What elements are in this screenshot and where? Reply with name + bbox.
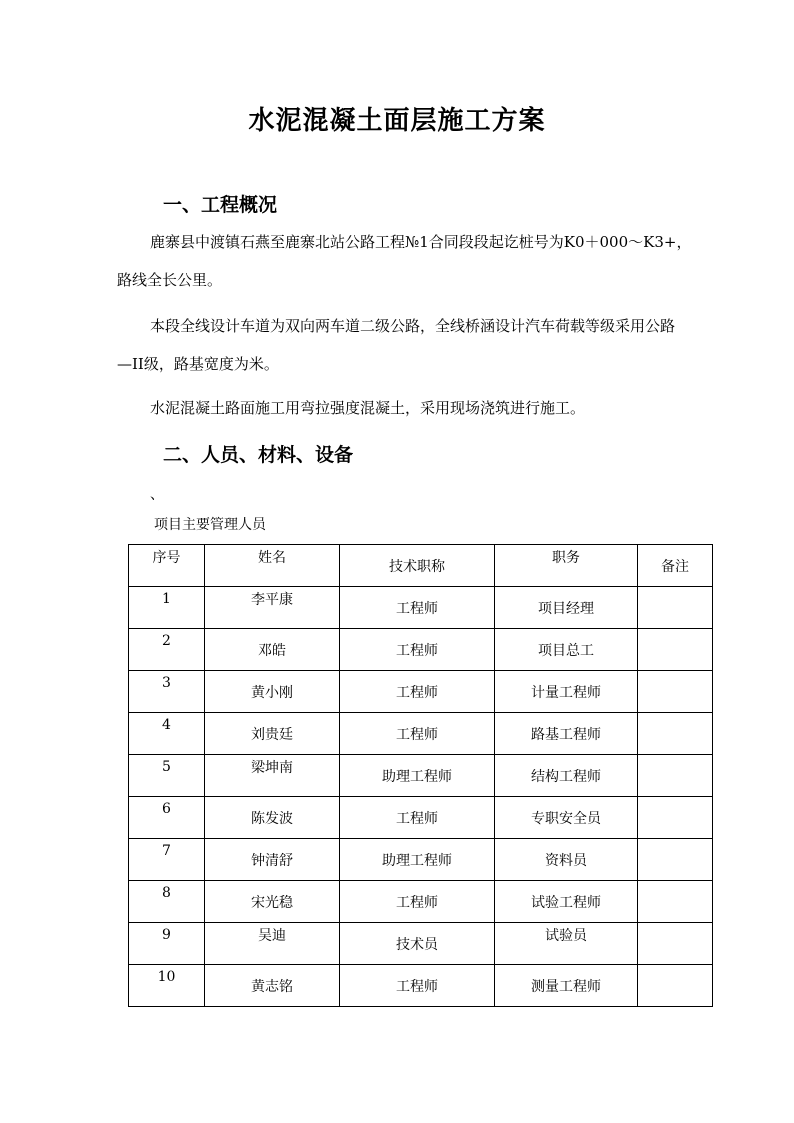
row-name: 梁坤南 bbox=[205, 755, 340, 797]
document-title: 水泥混凝土面层施工方案 bbox=[248, 106, 546, 136]
table-row bbox=[129, 965, 713, 1007]
row-name: 刘贵廷 bbox=[205, 713, 340, 755]
table-row bbox=[129, 713, 713, 755]
table-row bbox=[129, 839, 713, 881]
table-row bbox=[129, 629, 713, 671]
row-name: 钟清舒 bbox=[205, 839, 340, 881]
row-remarks bbox=[638, 881, 713, 923]
section-heading-resources: 二、人员、材料、设备 bbox=[163, 444, 354, 466]
row-index: 3 bbox=[129, 671, 205, 713]
row-name: 黄志铭 bbox=[205, 965, 340, 1007]
overview-paragraph-1-line-1: 鹿寨县中渡镇石燕至鹿寨北站公路工程№1合同段段起讫桩号为K0＋000～K3+， bbox=[150, 233, 692, 251]
table-row bbox=[129, 671, 713, 713]
row-position: 资料员 bbox=[495, 839, 638, 881]
header-position: 职务 bbox=[495, 545, 638, 587]
table-row bbox=[129, 881, 713, 923]
row-index: 1 bbox=[129, 587, 205, 629]
header-title: 技术职称 bbox=[340, 545, 495, 587]
row-title: 工程师 bbox=[340, 881, 495, 923]
row-title: 工程师 bbox=[340, 587, 495, 629]
overview-paragraph-3: 水泥混凝土路面施工用弯拉强度混凝土，采用现场浇筑进行施工。 bbox=[150, 399, 586, 417]
staff-table bbox=[128, 544, 713, 1007]
row-index: 8 bbox=[129, 881, 205, 923]
table-caption: 项目主要管理人员 bbox=[154, 517, 266, 533]
row-position: 试验工程师 bbox=[495, 881, 638, 923]
row-index: 10 bbox=[129, 965, 205, 1007]
row-position: 项目总工 bbox=[495, 629, 638, 671]
row-index: 2 bbox=[129, 629, 205, 671]
row-position: 项目经理 bbox=[495, 587, 638, 629]
row-title: 技术员 bbox=[340, 923, 495, 965]
row-title: 工程师 bbox=[340, 965, 495, 1007]
row-title: 工程师 bbox=[340, 671, 495, 713]
table-row bbox=[129, 797, 713, 839]
row-title: 助理工程师 bbox=[340, 839, 495, 881]
row-index: 5 bbox=[129, 755, 205, 797]
row-index: 7 bbox=[129, 839, 205, 881]
row-name: 黄小刚 bbox=[205, 671, 340, 713]
row-title: 工程师 bbox=[340, 629, 495, 671]
overview-paragraph-1-line-2: 路线全长公里。 bbox=[117, 271, 223, 289]
row-position: 结构工程师 bbox=[495, 755, 638, 797]
row-remarks bbox=[638, 797, 713, 839]
row-title: 工程师 bbox=[340, 713, 495, 755]
row-position: 专职安全员 bbox=[495, 797, 638, 839]
row-index: 4 bbox=[129, 713, 205, 755]
table-row bbox=[129, 755, 713, 797]
row-remarks bbox=[638, 965, 713, 1007]
header-index: 序号 bbox=[129, 545, 205, 587]
row-name: 邓皓 bbox=[205, 629, 340, 671]
row-name: 宋光稳 bbox=[205, 881, 340, 923]
row-position: 试验员 bbox=[495, 923, 638, 965]
stray-mark: 、 bbox=[150, 487, 164, 503]
header-name: 姓名 bbox=[205, 545, 340, 587]
row-name: 陈发波 bbox=[205, 797, 340, 839]
row-position: 测量工程师 bbox=[495, 965, 638, 1007]
row-name: 吴迪 bbox=[205, 923, 340, 965]
row-name: 李平康 bbox=[205, 587, 340, 629]
overview-paragraph-2-line-1: 本段全线设计车道为双向两车道二级公路，全线桥涵设计汽车荷载等级采用公路 bbox=[150, 317, 676, 335]
row-remarks bbox=[638, 587, 713, 629]
row-index: 6 bbox=[129, 797, 205, 839]
row-position: 路基工程师 bbox=[495, 713, 638, 755]
table-row bbox=[129, 923, 713, 965]
row-remarks bbox=[638, 629, 713, 671]
row-position: 计量工程师 bbox=[495, 671, 638, 713]
section-heading-overview: 一、工程概况 bbox=[163, 194, 278, 216]
row-remarks bbox=[638, 755, 713, 797]
row-index: 9 bbox=[129, 923, 205, 965]
table-header-row bbox=[129, 545, 713, 587]
overview-paragraph-2-line-2: —II级，路基宽度为米。 bbox=[117, 355, 279, 373]
header-remarks: 备注 bbox=[638, 545, 713, 587]
table-row bbox=[129, 587, 713, 629]
row-remarks bbox=[638, 923, 713, 965]
row-remarks bbox=[638, 713, 713, 755]
row-remarks bbox=[638, 839, 713, 881]
row-title: 工程师 bbox=[340, 797, 495, 839]
row-title: 助理工程师 bbox=[340, 755, 495, 797]
row-remarks bbox=[638, 671, 713, 713]
